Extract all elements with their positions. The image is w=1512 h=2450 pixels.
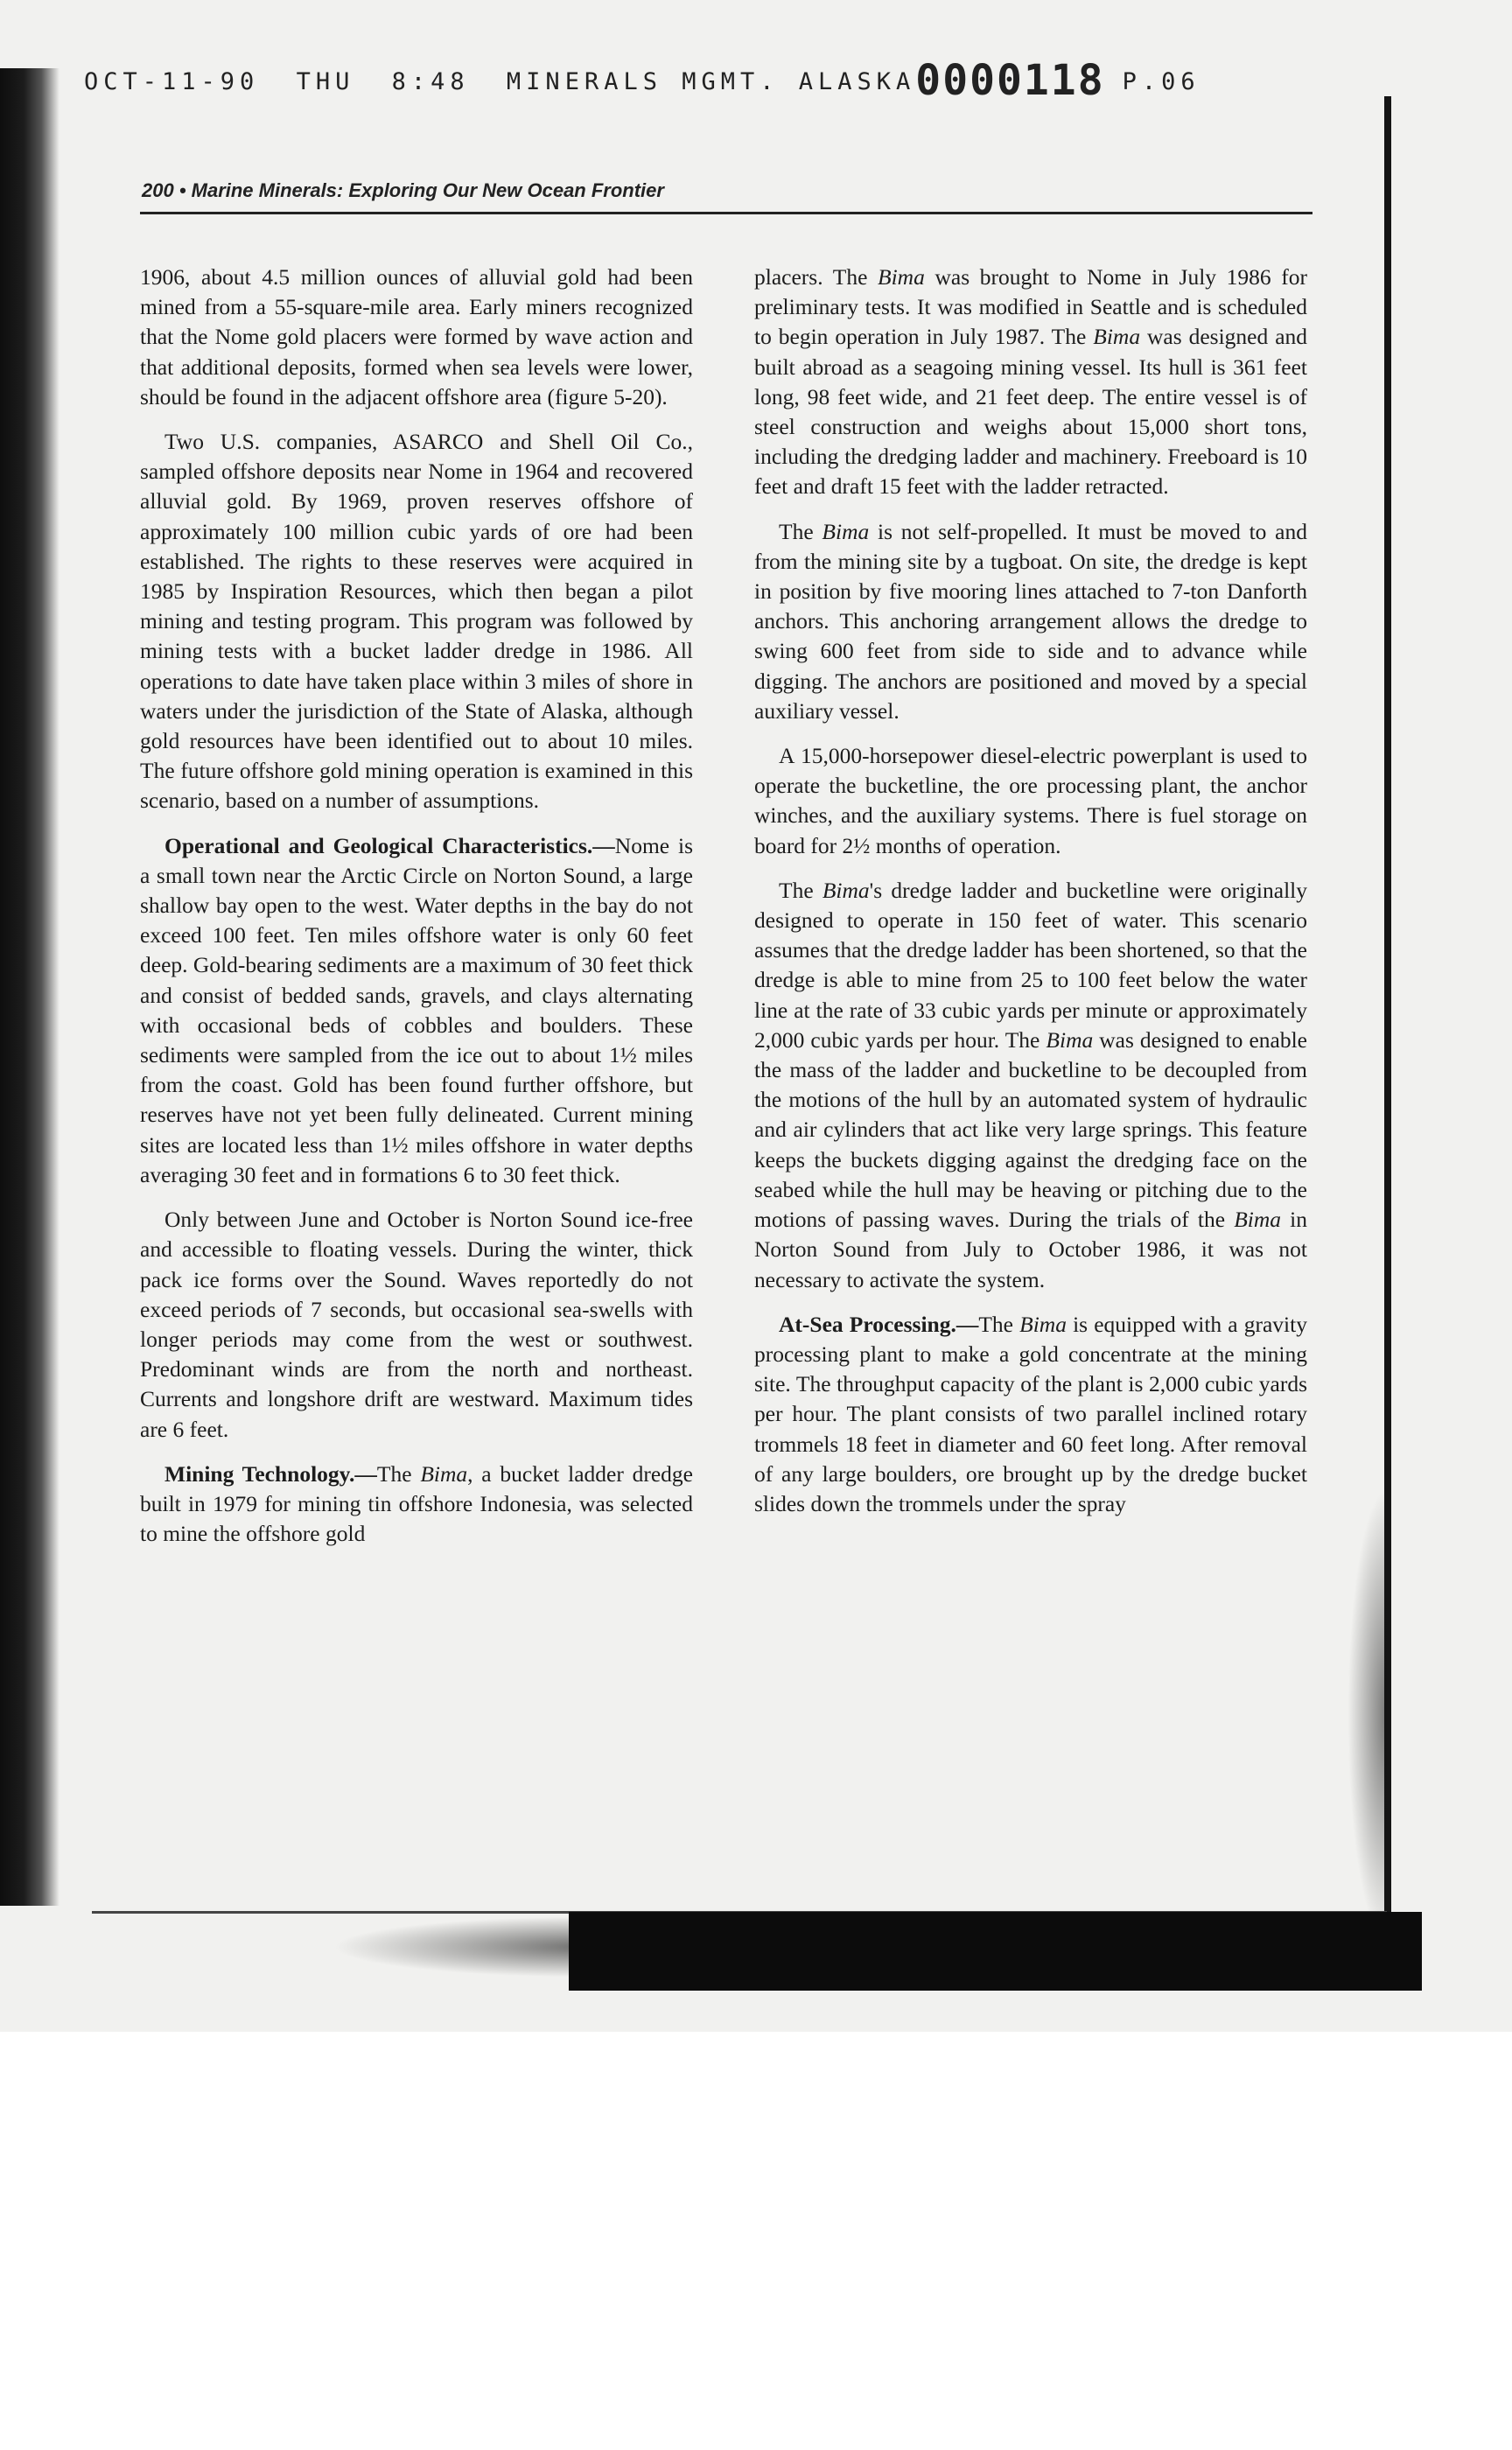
left-column bbox=[140, 262, 693, 1564]
paragraph-text: The bbox=[978, 1311, 1020, 1337]
right-column bbox=[754, 262, 1307, 1534]
scan-edge-shadow-left bbox=[0, 68, 60, 1906]
paragraph bbox=[754, 262, 1307, 502]
fax-day: THU bbox=[296, 68, 355, 95]
vessel-name: Bima bbox=[1019, 1311, 1067, 1337]
paragraph bbox=[140, 831, 693, 1190]
paragraph: 1906, about 4.5 million ounces of alluvial gold had been mined from a 55-square-mile area. Early miners recognized that the Nome gold placers were formed by wave action and that additional deposits, formed when sea levels were lower, should be found in the adjacent offshore area (figure 5-20). bbox=[140, 264, 693, 410]
paragraph bbox=[754, 876, 1307, 1295]
paragraph bbox=[754, 517, 1307, 726]
paragraph-text: Nome is a small town near the Arctic Circle on Norton Sound, a large shallow bay open to the west. Water depths in the bay do not exceed 100 feet. Ten miles offshore water is only 60 feet deep. Gold-bearing sediments are a maximum of 30 feet thick and consist of bedded sands, gravels, and clays alternating with occasional beds of cobbles and boulders. These sediments were sampled from the ice out to about 1½ miles from the coast. Gold has been found further offshore, but reserves have not yet been fully delineated. Current mining sites are located less than 1½ miles offshore in water depths averaging 30 feet and in formations 6 to 30 feet thick. bbox=[140, 832, 694, 1187]
paragraph-text: was brought to Nome in July 1986 for preliminary tests. It was modified in Seattle and is scheduled to begin operation in July 1987. The bbox=[754, 264, 1308, 350]
paragraph-text: was designed to enable the mass of the ladder and bucketline to be decoupled from the motions of the hull by an automated system of hydraulic and air cylinders that act like very large springs. This feature keeps the buckets digging against the dredging face on the seabed while the hull may be heaving or pitching due to the motions of passing waves. During the trials of the bbox=[754, 1026, 1307, 1233]
vessel-name: Bima bbox=[1093, 324, 1141, 350]
paragraph-text: The bbox=[779, 518, 822, 544]
vessel-name: Bima bbox=[822, 518, 870, 544]
scan-smudge-bottom bbox=[332, 1916, 595, 1978]
paragraph-text: is not self-propelled. It must be moved to and from the mining site by a tugboat. On site, the dredge is kept in position by five mooring lines attached to 7-ton Danforth anchors. This anchoring arrangement allows the dredge to swing 600 feet from side to side and to advance while digging. The anchors are positioned and moved by a special auxiliary vessel. bbox=[754, 518, 1307, 724]
fax-sender: MINERALS MGMT. ALASKA bbox=[506, 68, 916, 95]
vessel-name: Bima bbox=[1234, 1207, 1282, 1233]
paragraph bbox=[754, 1310, 1307, 1519]
paragraph: Two U.S. companies, ASARCO and Shell Oil Co., sampled offshore deposits near Nome in 1964 and recovered alluvial gold. By 1969, proven reserves offshore of approximately 100 million cubic yards of ore had been established. The rights to these reserves were acquired in 1985 by Inspiration Resources, which then began a pilot mining and testing program. This program was followed by mining tests with a bucket ladder dredge in 1986. All operations to date have taken place within 3 miles of shore in waters under the jurisdiction of the State of Alaska, although gold resources have been identified out to about 10 miles. The future offshore gold mining operation is examined in this scenario, based on a number of assumptions. bbox=[140, 429, 693, 814]
vessel-name: Bima bbox=[878, 264, 925, 290]
fax-time: 8:48 bbox=[391, 68, 470, 95]
header-rule bbox=[140, 212, 1312, 214]
fax-date: OCT-11-90 bbox=[84, 68, 260, 95]
vessel-name: Bima bbox=[1046, 1026, 1094, 1053]
section-heading: Operational and Geological Characteristics.— bbox=[164, 832, 615, 858]
scan-smudge-right bbox=[1348, 1488, 1387, 1942]
paragraph-text: , a bucket ladder dredge built in 1979 for mining tin offshore Indonesia, was selected to mine the offshore gold bbox=[140, 1460, 693, 1547]
fax-page: P.06 bbox=[1122, 68, 1200, 95]
section-heading: Mining Technology.— bbox=[164, 1460, 377, 1487]
vessel-name: Bima bbox=[420, 1460, 468, 1487]
paragraph bbox=[140, 1460, 693, 1550]
paragraph-text: placers. The bbox=[754, 264, 878, 290]
paragraph: Only between June and October is Norton Sound ice-free and accessible to floating vessels. During the winter, thick pack ice forms over the Sound. Waves reportedly do not exceed periods of 7 seconds, but occasional sea-swells with longer periods may come from the west or southwest. Predominant winds are from the north and northeast. Currents and longshore drift are westward. Maximum tides are 6 feet. bbox=[140, 1207, 693, 1442]
paragraph-text: The bbox=[779, 877, 822, 903]
paragraph-text: in Norton Sound from July to October 1986, it was not necessary to activate the system. bbox=[754, 1207, 1308, 1292]
fax-doc-number: 0000118 bbox=[915, 56, 1105, 105]
scan-bottom-shadow bbox=[569, 1912, 1422, 1991]
paragraph-text: The bbox=[376, 1460, 421, 1487]
paragraph-text: is equipped with a gravity processing plant to make a gold concentrate at the mining site. The throughput capacity of the plant is 2,000 cubic yards per hour. The plant consists of two parallel inclined rotary trommels 18 feet in diameter and 60 feet long. After removal of any large boulders, ore brought up by the dredge bucket slides down the trommels under the spray bbox=[754, 1311, 1307, 1516]
section-heading: At-Sea Processing.— bbox=[779, 1311, 979, 1337]
vessel-name: Bima bbox=[822, 877, 870, 903]
paragraph-text: was designed and built abroad as a seagoing mining vessel. Its hull is 361 feet long, 98 feet wide, and 21 feet deep. The entire vessel is of steel construction and weighs about 15,000 short tons, including the dredging ladder and machinery. Freeboard is 10 feet and draft 15 feet with the ladder retracted. bbox=[754, 324, 1308, 500]
running-head: 200 • Marine Minerals: Exploring Our New Ocean Frontier bbox=[142, 179, 664, 201]
paragraph-text: 's dredge ladder and bucketline were originally designed to operate in 150 feet of water. This scenario assumes that the dredge ladder has been shortened, so that the dredge is able to mine from 25 to 100 feet below the water line at the rate of 33 cubic yards per minute or approximately 2,000 cubic yards per hour. The bbox=[754, 877, 1308, 1053]
paragraph: A 15,000-horsepower diesel-electric powerplant is used to operate the bucketline, the ore processing plant, the anchor winches, and the auxiliary systems. There is fuel storage on board for 2½ months of operation. bbox=[754, 743, 1307, 858]
fax-header bbox=[84, 51, 1218, 105]
